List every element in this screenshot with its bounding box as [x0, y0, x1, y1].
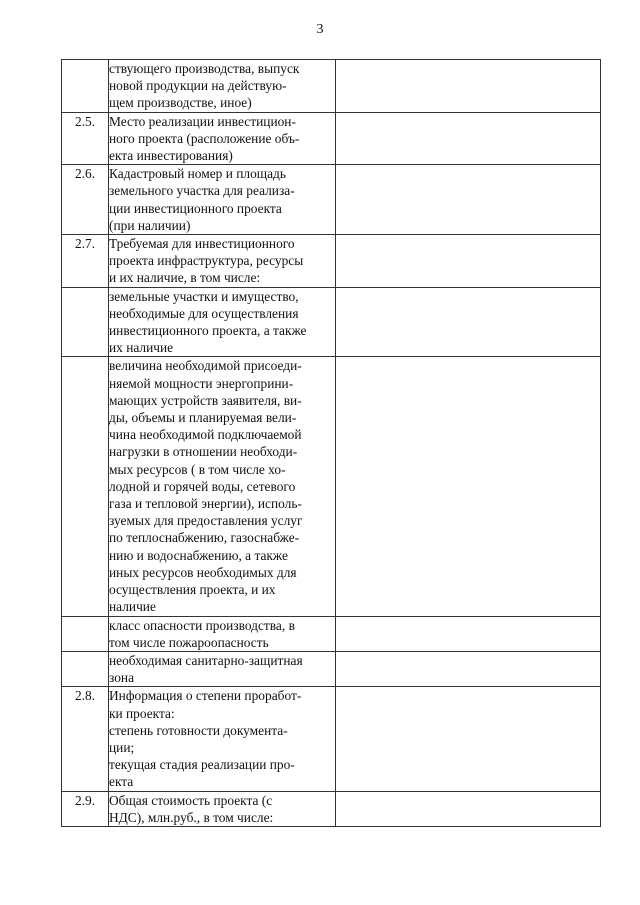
description-line: земельного участка для реализа-	[109, 183, 295, 199]
item-number-cell	[62, 651, 109, 686]
description-line: осуществления проекта, и их	[109, 582, 276, 598]
description-line: зуемых для предоставления услуг	[109, 513, 303, 529]
description-line: степень готовности документа-	[109, 722, 288, 738]
table-row	[62, 651, 601, 686]
description-line: Место реализации инвестицион-	[109, 113, 296, 129]
item-number-cell	[62, 357, 109, 616]
value-cell[interactable]	[336, 235, 601, 288]
item-number-cell: 2.6.	[62, 165, 109, 235]
item-number-cell	[62, 616, 109, 651]
item-description-cell	[109, 651, 336, 686]
item-description-cell	[109, 791, 336, 826]
description-line: екта инвестирования)	[109, 148, 233, 164]
value-cell[interactable]	[336, 357, 601, 616]
table-row	[62, 235, 601, 288]
description-line: мающих устройств заявителя, ви-	[109, 392, 302, 408]
description-line: Требуемая для инвестиционного	[109, 236, 295, 252]
description-line: няемой мощности энергоприни-	[109, 375, 294, 391]
description-line: зона	[109, 670, 135, 686]
description-line: наличие	[109, 599, 156, 615]
description-line: иных ресурсов необходимых для	[109, 564, 297, 580]
table-row	[62, 287, 601, 357]
description-line: ствующего производства, выпуск	[109, 61, 300, 76]
item-number-cell	[62, 287, 109, 357]
description-line: ции инвестиционного проекта	[109, 200, 282, 216]
description-line: Общая стоимость проекта (с	[109, 792, 273, 808]
table-row	[62, 357, 601, 616]
description-line: текущая стадия реализации про-	[109, 757, 295, 773]
value-cell[interactable]	[336, 287, 601, 357]
item-description-cell	[109, 287, 336, 357]
description-line: их наличие	[109, 340, 174, 356]
description-line: ного проекта (расположение объ-	[109, 130, 300, 146]
description-line: инвестиционного проекта, а также	[109, 323, 307, 339]
description-line: ции;	[109, 739, 135, 755]
value-cell[interactable]	[336, 112, 601, 165]
description-line: необходимая санитарно-защитная	[109, 652, 303, 668]
value-cell[interactable]	[336, 791, 601, 826]
description-line: величина необходимой присоеди-	[109, 358, 302, 374]
table-row	[62, 112, 601, 165]
description-line: мых ресурсов ( в том числе хо-	[109, 461, 286, 477]
item-number-cell: 2.7.	[62, 235, 109, 288]
description-line: Информация о степени проработ-	[109, 688, 302, 704]
page-number: 3	[316, 22, 324, 37]
value-cell[interactable]	[336, 165, 601, 235]
table-row	[62, 60, 601, 113]
description-line: и их наличие, в том числе:	[109, 270, 261, 286]
table-row	[62, 791, 601, 826]
item-description-cell	[109, 112, 336, 165]
table-row	[62, 687, 601, 791]
item-description-cell	[109, 357, 336, 616]
description-line: НДС), млн.руб., в том числе:	[109, 809, 274, 825]
item-number-cell	[62, 60, 109, 113]
item-description-cell	[109, 687, 336, 791]
description-line: нагрузки в отношении необходи-	[109, 444, 298, 460]
description-line: проекта инфраструктура, ресурсы	[109, 253, 304, 269]
description-line: ды, объемы и планируемая вели-	[109, 410, 297, 426]
description-line: новой продукции на действую-	[109, 78, 287, 94]
description-line: лодной и горячей воды, сетевого	[109, 478, 296, 494]
description-line: том числе пожароопасность	[109, 634, 269, 650]
item-number-cell: 2.5.	[62, 112, 109, 165]
investment-form-table	[61, 59, 601, 827]
table-row	[62, 616, 601, 651]
description-line: по теплоснабжению, газоснабже-	[109, 530, 300, 546]
item-number-cell: 2.9.	[62, 791, 109, 826]
description-line: газа и тепловой энергии), исполь-	[109, 496, 302, 512]
description-line: щем производстве, иное)	[109, 95, 252, 111]
value-cell[interactable]	[336, 651, 601, 686]
description-line: чина необходимой подключаемой	[109, 427, 302, 443]
description-line: земельные участки и имущество,	[109, 288, 299, 304]
description-line: класс опасности производства, в	[109, 617, 295, 633]
description-line: нию и водоснабжению, а также	[109, 547, 288, 563]
value-cell[interactable]	[336, 60, 601, 113]
description-line: (при наличии)	[109, 217, 191, 233]
item-description-cell	[109, 60, 336, 113]
item-number-cell: 2.8.	[62, 687, 109, 791]
description-line: екта	[109, 774, 134, 790]
item-description-cell	[109, 235, 336, 288]
value-cell[interactable]	[336, 616, 601, 651]
item-description-cell	[109, 616, 336, 651]
description-line: ки проекта:	[109, 705, 175, 721]
description-line: Кадастровый номер и площадь	[109, 166, 286, 182]
item-description-cell	[109, 165, 336, 235]
description-line: необходимые для осуществления	[109, 305, 299, 321]
table-row	[62, 165, 601, 235]
value-cell[interactable]	[336, 687, 601, 791]
